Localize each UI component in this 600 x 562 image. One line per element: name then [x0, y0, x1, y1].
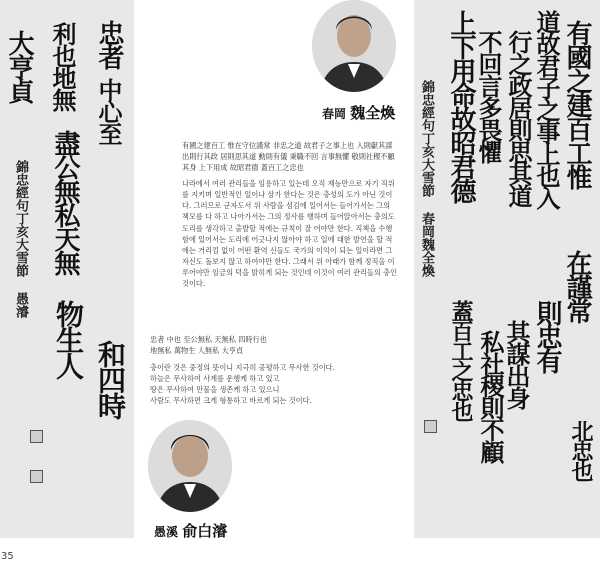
korean-line: 충이란 것은 중정의 뜻이니 지극히 공평하고 무사한 것이다.: [150, 363, 335, 372]
left-signature: 錦忠經句丁亥大雪節 愚濬: [13, 160, 28, 318]
right-signature: 錦忠經句丁亥大雪節 春岡魏全煥: [419, 80, 434, 277]
calligraphy-column: 北忠也: [568, 420, 594, 480]
hanja-passage: [182, 140, 398, 173]
seal-stamp: [424, 420, 437, 433]
calligraphy-column: 中心至: [94, 78, 123, 144]
calligraphy-column: 其謀出身: [502, 320, 531, 408]
korean-line: 사람도 무사하면 크게 형통하고 바르게 되는 것이다.: [150, 396, 312, 406]
korean-line: 하늘은 무사하여 사계를 운행케 하고 있고: [150, 374, 280, 384]
hanja-text: 有國之建百工 惟在守位謹常 非忠之道 故君子之事上也 入則獻其謀 出則行其政 居則思其道 動則有儀 秉職不回 言事無懼 敬則社稷不顧其身 上下用成 故昭君德 蓋百工之忠也: [182, 141, 395, 173]
hanja-line: 忠者 中也 至公無私 天無私 四時行也: [150, 335, 267, 344]
calligraphy-column: 盡公無私天無: [50, 130, 80, 274]
bottom-profile-caption: [154, 520, 227, 541]
calligraphy-column: 大亨貞: [4, 30, 34, 102]
calligraphy-column: 利也地無: [48, 22, 77, 110]
calligraphy-column: 和四時: [94, 340, 127, 418]
pen-name: 春岡: [322, 107, 347, 121]
calligraphy-column: 有國之建百工惟: [562, 20, 592, 188]
korean-text: 나라에서 여러 관리들을 임용하고 있는데 오직 재능만으로 자기 직위를 지키며 일반적인 일이나 삼가 한다는 것은 충성의 도가 아닌 것이다. 그러므로 군자도서 위 사람을 섬김에 일어서는 들어가서는 그의 책모를 다 하고 나아가서는 그의 정사를 행하며 들어앉아서는 충의도 도리를 생각하고 출발할 적에는 규칙이 잘 어야만 한다. 직책을 수행함에 있어서는 도리에 어긋나지 않아야 하고 일에 대한 발언을 할 적에는 거리낌 없이 어떤 환역 신들도 국가의 이익이 되는 일이라면 그 자신도 돌보지 않고 하여야만 한다. 그래서 위 아래가 함께 정직을 이루어야만 임금의 덕을 밝히게 되는 것인데 이것이 여러 관리들의 충인 것이다.: [182, 179, 397, 289]
korean-translation: [182, 178, 398, 290]
calligraphy-column: 行之政居則思其道: [504, 30, 533, 206]
seal-stamp: [30, 470, 43, 483]
hanja-line: 地無私 萬物生 人無私 大亨貞: [150, 346, 244, 356]
seal-stamp: [30, 430, 43, 443]
calligraphy-column: 在謹常: [562, 250, 592, 322]
hanja-passage-bottom: [150, 334, 390, 356]
calligraphy-column: 則忠有: [532, 300, 562, 372]
calligraphy-column: 道故君子之事上也入: [532, 10, 561, 208]
calligraphy-column: 私社稷則不顧: [476, 330, 505, 462]
calligraphy-column: 忠者: [94, 20, 124, 68]
portrait-photo: [148, 420, 232, 512]
calligraphy-column: 物生人: [52, 300, 85, 378]
korean-translation-bottom: [150, 362, 390, 407]
right-calligraphy-scroll: [414, 0, 600, 538]
top-profile-caption: [322, 102, 395, 123]
page-number: 35: [1, 551, 14, 562]
pen-name: 愚溪: [154, 525, 179, 539]
artist-name: 魏全煥: [350, 104, 396, 122]
calligraphy-column: 蓋百工之忠也: [448, 300, 474, 420]
calligraphy-column: 上下用命故昭君德: [446, 10, 476, 202]
calligraphy-column: 不回言多畏懼: [474, 30, 503, 162]
korean-line: 땅은 무사하여 만물을 생존케 하고 있으니: [150, 385, 280, 395]
artist-name: 俞白濬: [182, 522, 228, 540]
left-calligraphy-scroll: [0, 0, 134, 538]
portrait-photo: [312, 0, 396, 92]
